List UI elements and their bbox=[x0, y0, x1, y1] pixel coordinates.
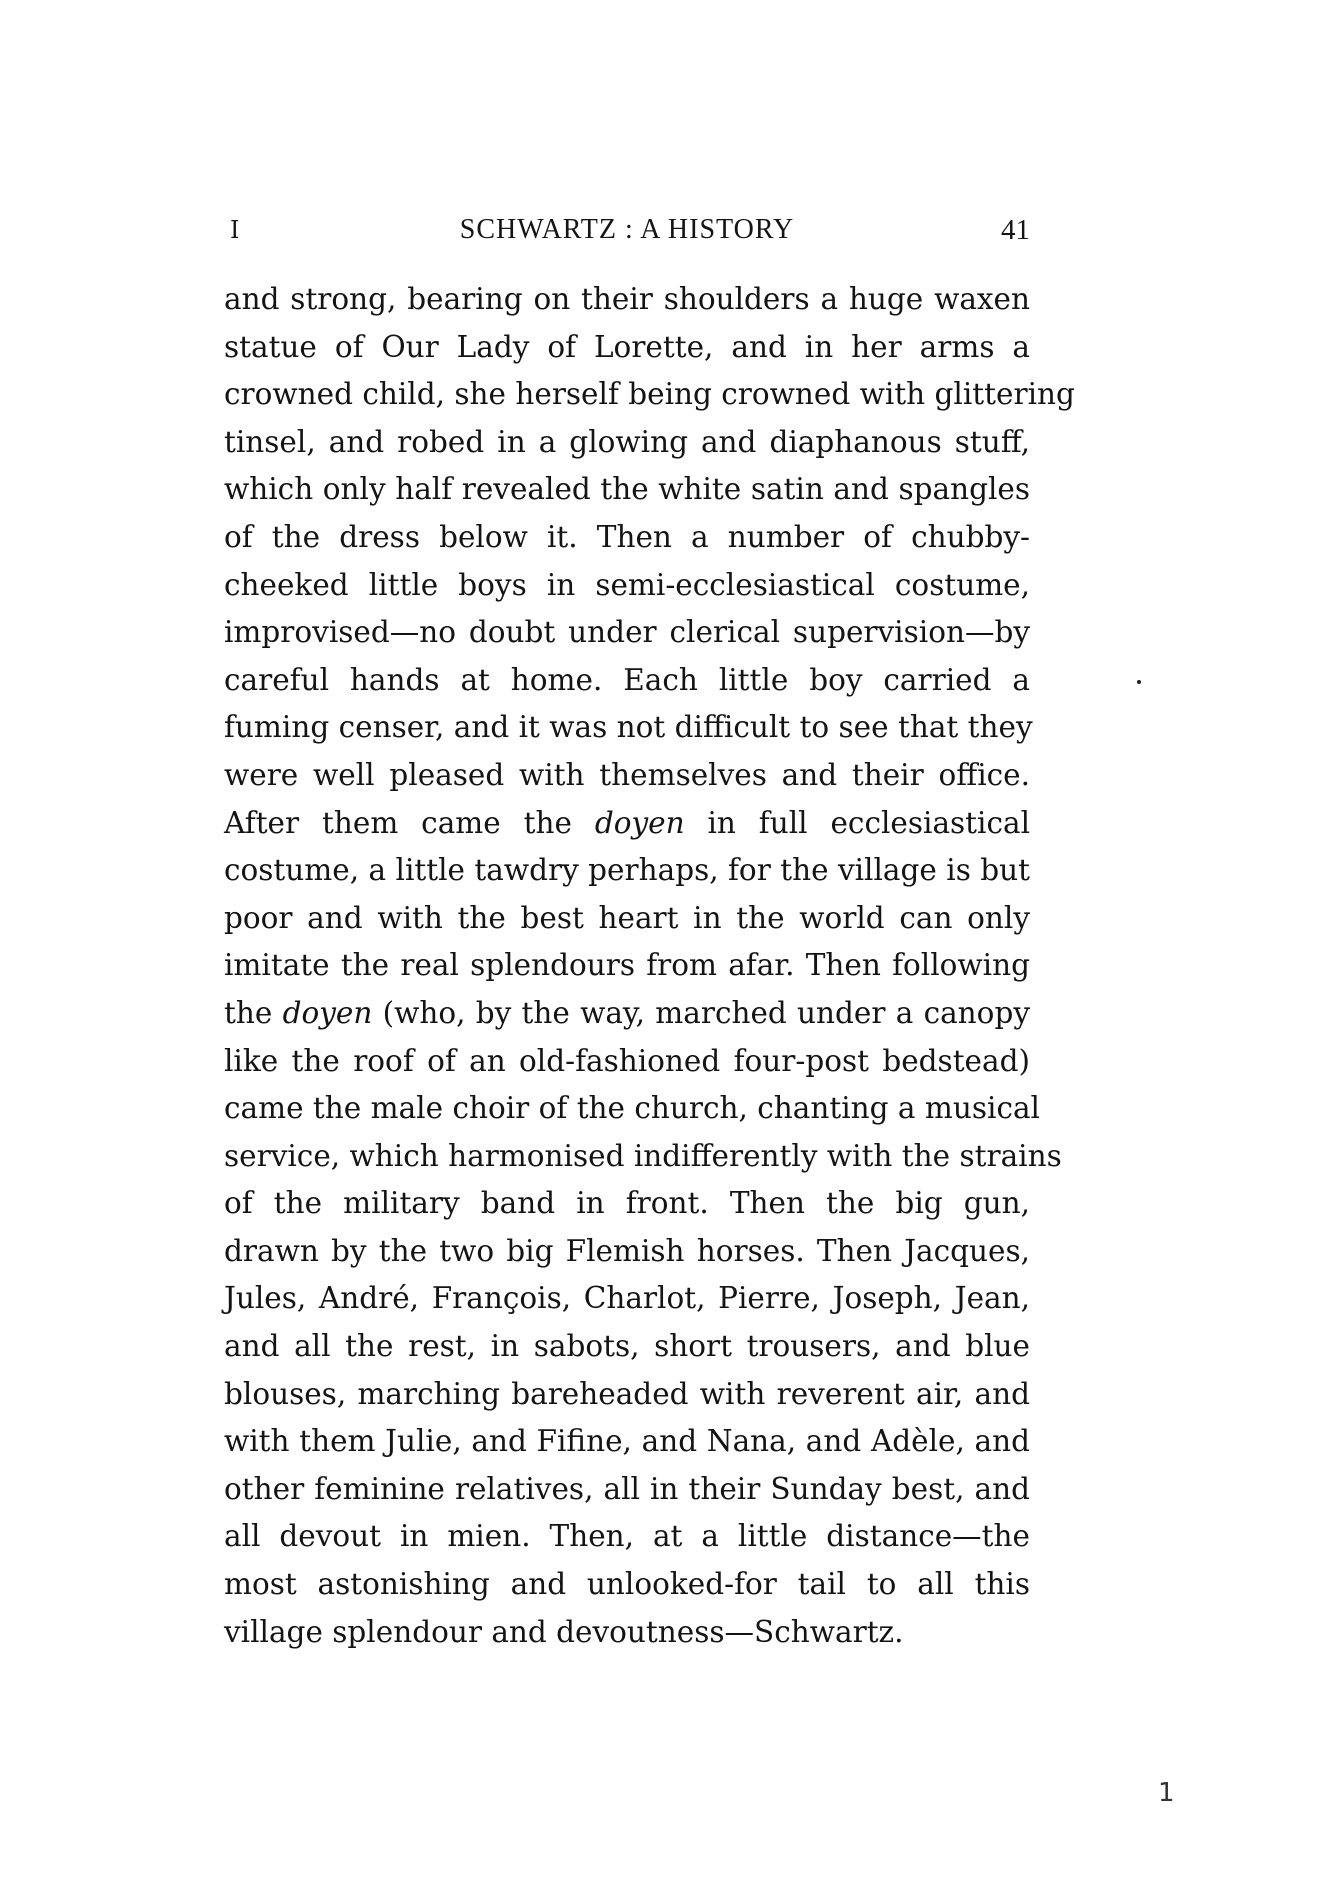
italic-word: doyen bbox=[594, 805, 685, 840]
text-line: imitate the real splendours from afar. Then following bbox=[224, 948, 1030, 983]
text-line: improvised—no doubt under clerical supervision—by bbox=[224, 615, 1030, 650]
text-line: came the male choir of the church, chanting a musical bbox=[224, 1091, 1040, 1126]
text-line: blouses, marching bareheaded with reverent air, and bbox=[224, 1376, 1030, 1411]
text-line: village splendour and devoutness—Schwartz. bbox=[224, 1614, 904, 1649]
text-line: tinsel, and robed in a glowing and diaphanous stuff, bbox=[224, 424, 1030, 459]
text-line: which only half revealed the white satin and spangles bbox=[224, 472, 1030, 507]
text-line: poor and with the best heart in the world can only bbox=[224, 900, 1030, 935]
text-line: and all the rest, in sabots, short trousers, and blue bbox=[224, 1329, 1030, 1364]
stray-dot-mark bbox=[1137, 680, 1141, 684]
running-title: SCHWARTZ : A HISTORY bbox=[459, 214, 795, 245]
text-line: service, which harmonised indifferently with the strains bbox=[224, 1138, 1062, 1173]
text-line: of the dress below it. Then a number of chubby- bbox=[224, 519, 1030, 554]
page-number: 41 bbox=[1001, 214, 1030, 246]
text-line: fuming censer, and it was not difficult to see that they bbox=[224, 710, 1033, 745]
text-line: crowned child, she herself being crowned with glittering bbox=[224, 377, 1075, 412]
page-header bbox=[224, 212, 1030, 252]
text-run: the bbox=[224, 995, 283, 1030]
text-line bbox=[224, 990, 1030, 1038]
text-line: like the roof of an old-fashioned four-post bedstead) bbox=[224, 1043, 1030, 1078]
text-line: most astonishing and unlooked-for tail to all this bbox=[224, 1567, 1030, 1602]
text-line: cheeked little boys in semi-ecclesiastical costume, bbox=[224, 567, 1030, 602]
text-line: drawn by the two big Flemish horses. Then Jacques, bbox=[224, 1233, 1030, 1268]
text-line: of the military band in front. Then the big gun, bbox=[224, 1186, 1030, 1221]
text-line: costume, a little tawdry perhaps, for the village is but bbox=[224, 853, 1030, 888]
text-line: all devout in mien. Then, at a little distance—the bbox=[224, 1519, 1030, 1554]
text-line: statue of Our Lady of Lorette, and in her arms a bbox=[224, 329, 1030, 364]
text-line: were well pleased with themselves and their office. bbox=[224, 757, 1030, 792]
signature-mark: I bbox=[230, 216, 240, 244]
text-line: Jules, André, François, Charlot, Pierre, Joseph, Jean, bbox=[224, 1281, 1030, 1316]
body-text bbox=[224, 276, 1075, 1656]
text-line: careful hands at home. Each little boy carried a bbox=[224, 662, 1030, 697]
text-line: other feminine relatives, all in their Sunday best, and bbox=[224, 1471, 1030, 1506]
text-run: in full ecclesiastical bbox=[684, 805, 1031, 840]
italic-word: doyen bbox=[282, 995, 373, 1030]
margin-mark: 1 bbox=[1158, 1778, 1175, 1808]
text-line: and strong, bearing on their shoulders a huge waxen bbox=[224, 282, 1030, 316]
text-run: After them came the bbox=[224, 805, 595, 840]
text-line: with them Julie, and Fifine, and Nana, and Adèle, and bbox=[224, 1424, 1030, 1459]
text-run: (who, by the way, marched under a canopy bbox=[372, 995, 1030, 1030]
text-line bbox=[224, 800, 1030, 848]
